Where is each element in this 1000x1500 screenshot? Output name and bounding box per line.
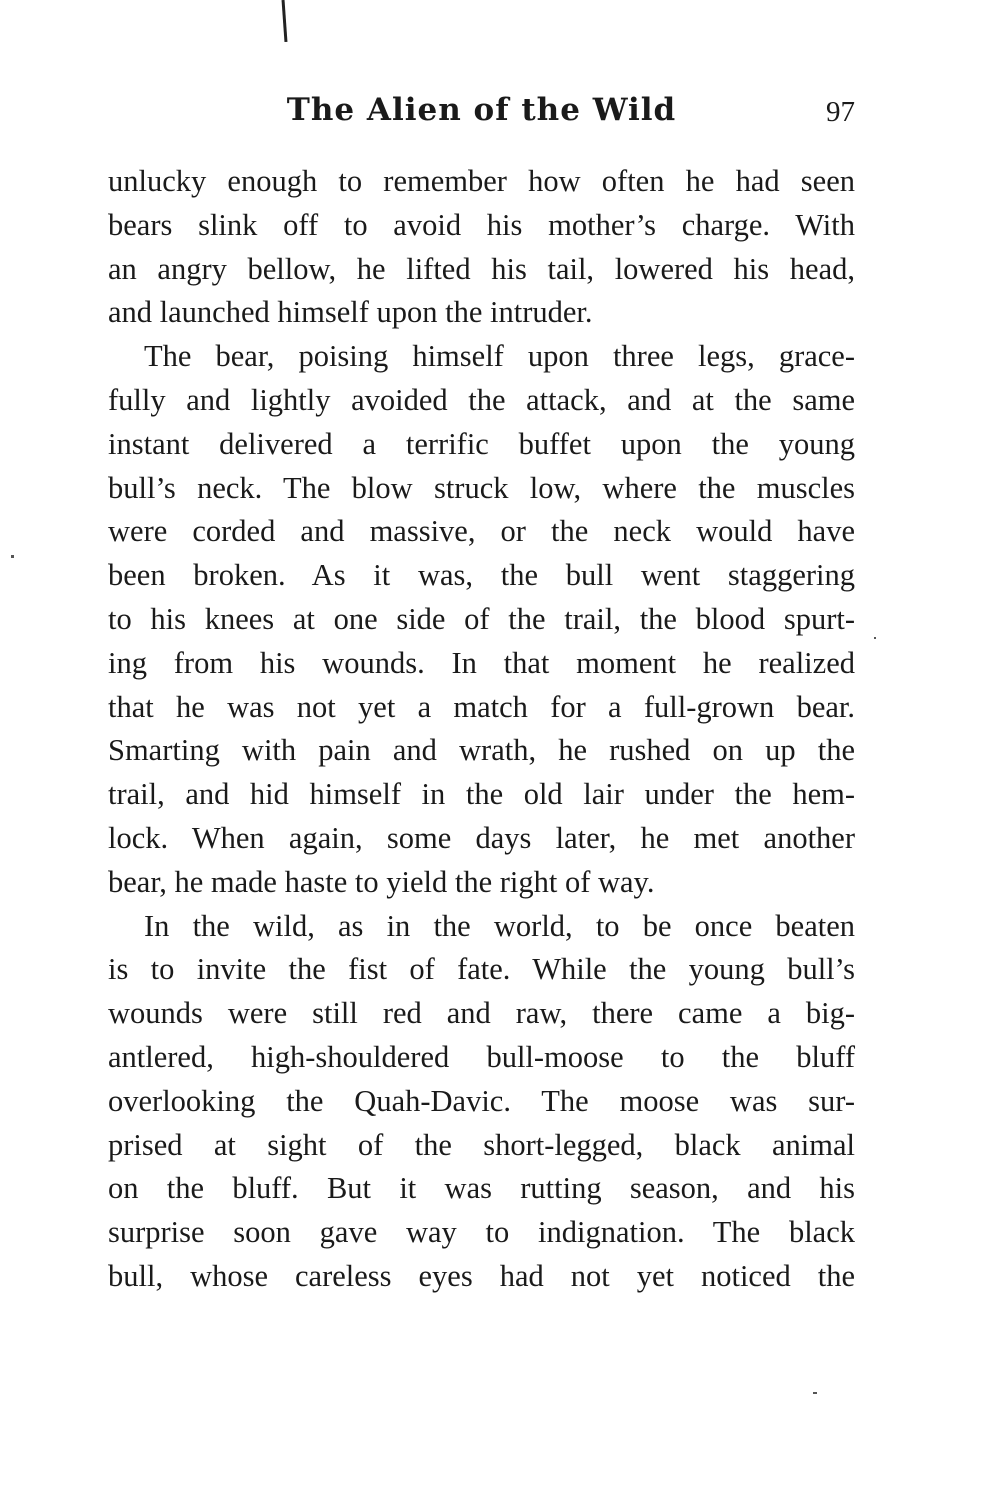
text-line: unlucky enough to remember how often he had seen [108,164,855,198]
text-line: wounds were still red and raw, there came a big- [108,996,855,1031]
page-number: 97 [826,96,855,128]
text-line: ing from his wounds. In that moment he realized [108,645,855,680]
text-line: bear, he made haste to yield the right of way. [108,864,655,899]
text-line: that he was not yet a match for a full-grown bear. [108,689,855,724]
scan-speck [813,1392,817,1394]
text-line: Smarting with pain and wrath, he rushed on up the [108,733,855,768]
running-title: The Alien of the Wild [286,92,677,128]
scan-speck [11,555,14,558]
text-line: is to invite the fist of fate. While the young bull’s [108,952,855,987]
text-line: fully and lightly avoided the attack, and at the same [108,382,855,417]
text-line: antlered, high-shouldered bull-moose to the bluff [108,1039,855,1074]
text-line: lock. When again, some days later, he met another [108,820,855,855]
text-line: In the wild, as in the world, to be once beaten [144,908,855,943]
text-line: and launched himself upon the intruder. [108,295,593,330]
text-line: surprise soon gave way to indignation. The black [108,1215,855,1250]
text-line: bull’s neck. The blow struck low, where the muscles [108,470,855,505]
text-line: instant delivered a terrific buffet upon the young [108,426,855,461]
text-line: bears slink off to avoid his mother’s charge. With [108,207,855,242]
text-line: The bear, poising himself upon three legs, grace- [144,339,855,374]
text-line: to his knees at one side of the trail, the blood spurt- [108,601,855,636]
text-line: were corded and massive, or the neck would have [108,514,855,549]
body-text [108,160,855,1299]
page-header [108,92,855,142]
text-line: overlooking the Quah-Davic. The moose was sur- [108,1083,855,1118]
text-line: prised at sight of the short-legged, black animal [108,1127,855,1162]
scan-speck [874,637,876,639]
text-line: bull, whose careless eyes had not yet noticed the [108,1258,855,1293]
text-line: on the bluff. But it was rutting season, and his [108,1171,855,1206]
text-line: trail, and hid himself in the old lair under the hem- [108,777,855,812]
ink-mark [282,0,288,42]
text-line: an angry bellow, he lifted his tail, lowered his head, [108,251,855,286]
text-line: been broken. As it was, the bull went staggering [108,558,855,593]
